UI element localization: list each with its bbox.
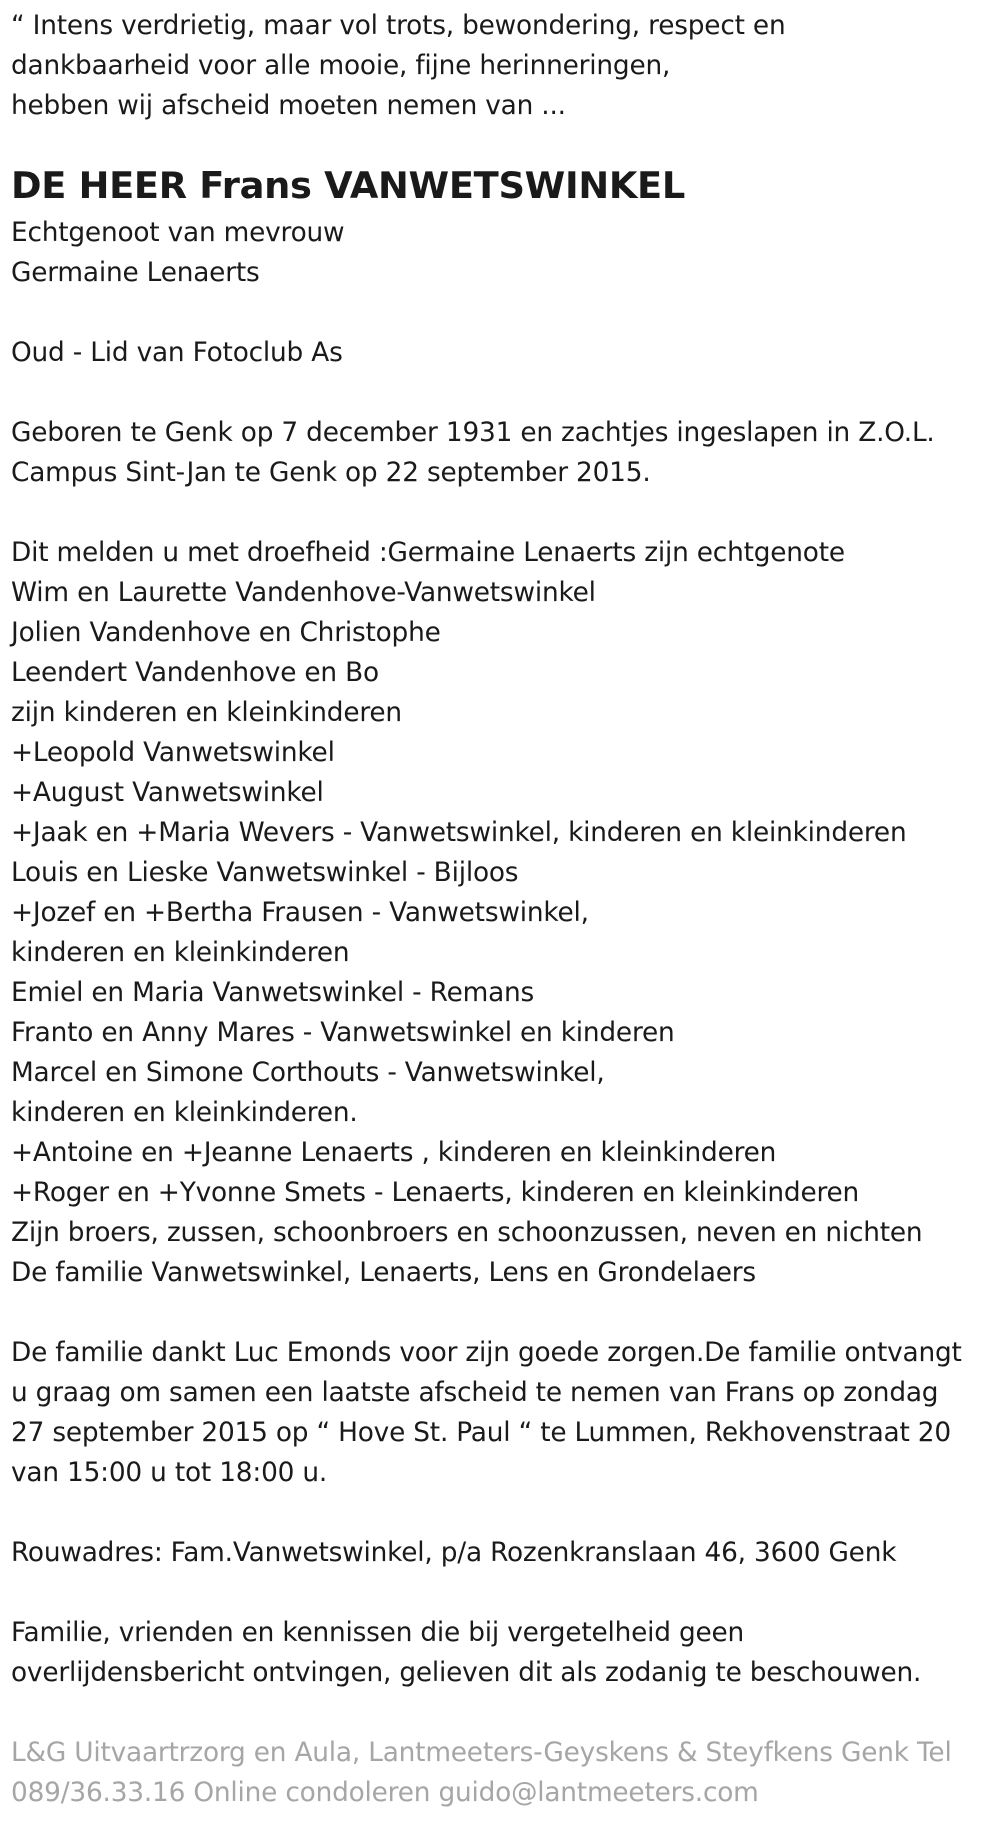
farewell-line: 27 september 2015 op “ Hove St. Paul “ te Lummen, Rekhovenstraat 20 xyxy=(11,1418,951,1448)
birth-death-section xyxy=(11,413,996,493)
family-line: Franto en Anny Mares - Vanwetswinkel en kinderen xyxy=(11,1018,675,1048)
family-line: +Jozef en +Bertha Frausen - Vanwetswinkel, xyxy=(11,898,589,928)
family-line: +Jaak en +Maria Wevers - Vanwetswinkel, kinderen en kleinkinderen xyxy=(11,818,907,848)
farewell-line: De familie dankt Luc Emonds voor zijn goede zorgen.De familie ontvangt xyxy=(11,1338,962,1368)
family-line: Leendert Vandenhove en Bo xyxy=(11,658,379,688)
membership-line: Oud - Lid van Fotoclub As xyxy=(11,338,343,368)
family-line: +Leopold Vanwetswinkel xyxy=(11,738,335,768)
notice-line: overlijdensbericht ontvingen, gelieven dit als zodanig te beschouwen. xyxy=(11,1658,922,1688)
notice-line: Familie, vrienden en kennissen die bij vergetelheid geen xyxy=(11,1618,745,1648)
deceased-name: DE HEER Frans VANWETSWINKEL xyxy=(11,164,686,207)
family-line: Emiel en Maria Vanwetswinkel - Remans xyxy=(11,978,535,1008)
family-line: +Roger en +Yvonne Smets - Lenaerts, kinderen en kleinkinderen xyxy=(11,1178,860,1208)
family-line: zijn kinderen en kleinkinderen xyxy=(11,698,402,728)
funeral-home-footer xyxy=(11,1733,996,1813)
family-line: +August Vanwetswinkel xyxy=(11,778,324,808)
footer-line: 089/36.33.16 Online condoleren guido@lantmeeters.com xyxy=(11,1778,759,1808)
family-line: Louis en Lieske Vanwetswinkel - Bijloos xyxy=(11,858,519,888)
family-line: kinderen en kleinkinderen xyxy=(11,938,350,968)
obituary-notice xyxy=(11,0,996,1813)
family-line: Zijn broers, zussen, schoonbroers en schoonzussen, neven en nichten xyxy=(11,1218,923,1248)
family-list xyxy=(11,533,996,1293)
footer-line: L&G Uitvaartrzorg en Aula, Lantmeeters-Geyskens & Steyfkens Genk Tel xyxy=(11,1738,952,1768)
spouse-section xyxy=(11,213,996,293)
family-line: De familie Vanwetswinkel, Lenaerts, Lens en Grondelaers xyxy=(11,1258,756,1288)
birth-death-line: Geboren te Genk op 7 december 1931 en zachtjes ingeslapen in Z.O.L. xyxy=(11,418,935,448)
spouse-line: Germaine Lenaerts xyxy=(11,258,260,288)
intro-line: hebben wij afscheid moeten nemen van ... xyxy=(11,91,566,121)
family-line: +Antoine en +Jeanne Lenaerts , kinderen en kleinkinderen xyxy=(11,1138,777,1168)
family-line: Dit melden u met droefheid :Germaine Lenaerts zijn echtgenote xyxy=(11,538,845,568)
intro-paragraph xyxy=(11,0,996,126)
notice-paragraph xyxy=(11,1613,996,1693)
family-line: Wim en Laurette Vandenhove-Vanwetswinkel xyxy=(11,578,596,608)
birth-death-line: Campus Sint-Jan te Genk op 22 september 2015. xyxy=(11,458,651,488)
intro-line: dankbaarheid voor alle mooie, fijne herinneringen, xyxy=(11,51,671,81)
farewell-line: van 15:00 u tot 18:00 u. xyxy=(11,1458,328,1488)
family-line: Jolien Vandenhove en Christophe xyxy=(11,618,441,648)
family-line: Marcel en Simone Corthouts - Vanwetswinkel, xyxy=(11,1058,605,1088)
farewell-paragraph xyxy=(11,1333,996,1493)
spouse-line: Echtgenoot van mevrouw xyxy=(11,218,345,248)
family-line: kinderen en kleinkinderen. xyxy=(11,1098,358,1128)
intro-line: “ Intens verdrietig, maar vol trots, bewondering, respect en xyxy=(11,11,786,41)
farewell-line: u graag om samen een laatste afscheid te nemen van Frans op zondag xyxy=(11,1378,939,1408)
mourning-address: Rouwadres: Fam.Vanwetswinkel, p/a Rozenkranslaan 46, 3600 Genk xyxy=(11,1538,897,1568)
